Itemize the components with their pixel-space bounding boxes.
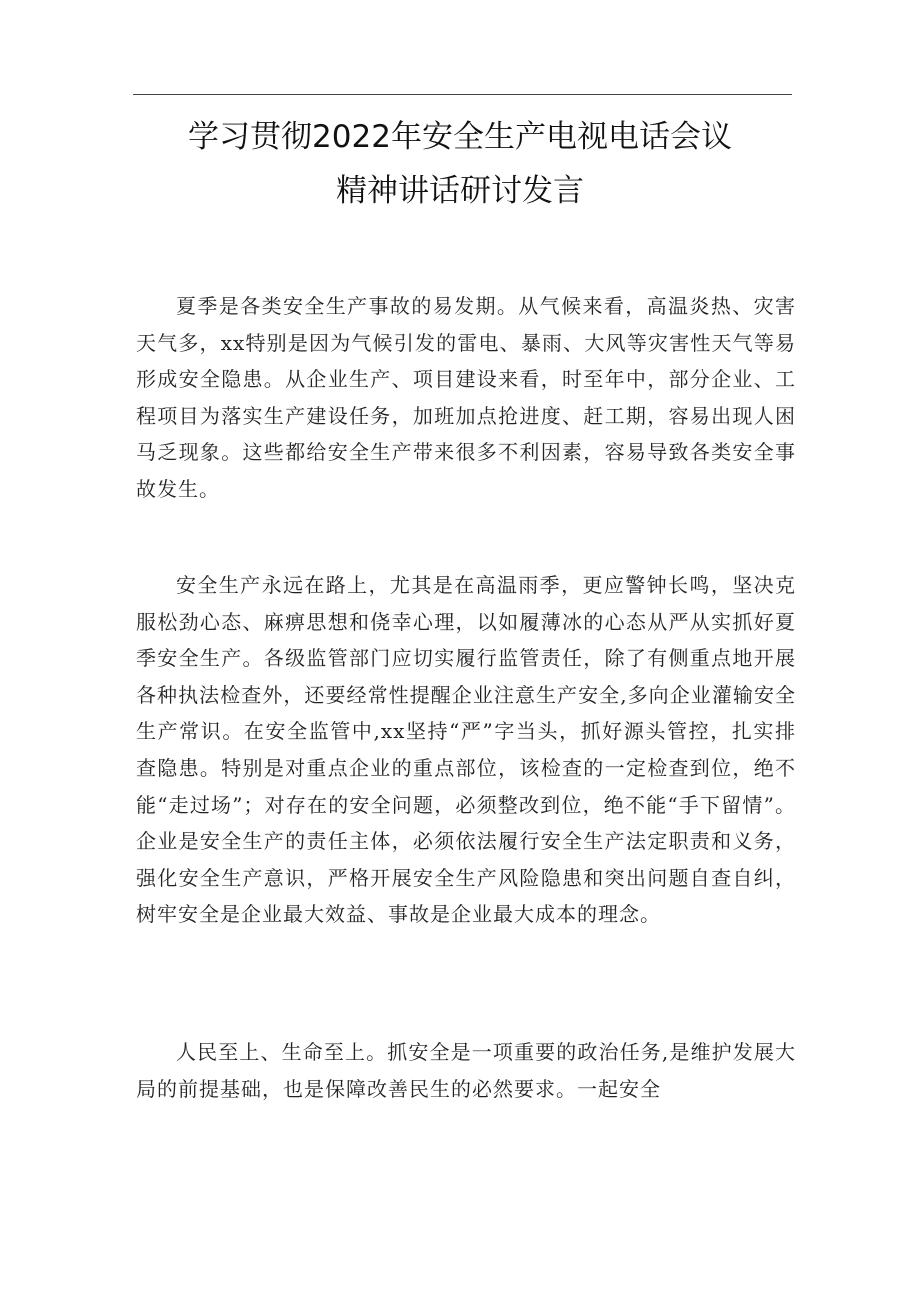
paragraph-text: 夏季是各类安全生产事故的易发期。从气候来看，高温炎热、灾害天气多，xx特别是因为气候引发的雷电、暴雨、大风等灾害性天气等易形成安全隐患。从企业生产、项目建设来看，时至年中，部分企业、工程项目为落实生产建设任务，加班加点抢进度、赶工期，容易出现人困马乏现象。这些都给安全生产带来很多不利因素，容易导致各类安全事故发生。: [136, 294, 796, 501]
document-title: [0, 110, 920, 218]
header-rule: [133, 94, 792, 95]
body-paragraph-1: [136, 288, 796, 508]
title-line-2: 精神讲话研讨发言: [336, 173, 584, 209]
body-paragraph-3: [136, 1034, 796, 1107]
paragraph-text: 人民至上、生命至上。抓安全是一项重要的政治任务,是维护发展大局的前提基础，也是保障改善民生的必然要求。一起安全: [136, 1040, 796, 1101]
paragraph-text: 安全生产永远在路上，尤其是在高温雨季，更应警钟长鸣，坚决克服松劲心态、麻痹思想和侥幸心理，以如履薄冰的心态从严从实抓好夏季安全生产。各级监管部门应切实履行监管责任，除了有侧重点地开展各种执法检查外，还要经常性提醒企业注意生产安全,多向企业灌输安全生产常识。在安全监管中,xx坚持“严”字当头，抓好源头管控，扎实排查隐患。特别是对重点企业的重点部位，该检查的一定检查到位，绝不能“走过场”；对存在的安全问题，必须整改到位，绝不能“手下留情”。企业是安全生产的责任主体，必须依法履行安全生产法定职责和义务，强化安全生产意识，严格开展安全生产风险隐患和突出问题自查自纠，树牢安全是企业最大效益、事故是企业最大成本的理念。: [136, 573, 796, 927]
title-line-1: 学习贯彻2022年安全生产电视电话会议: [188, 119, 732, 155]
body-paragraph-2: [136, 567, 796, 933]
